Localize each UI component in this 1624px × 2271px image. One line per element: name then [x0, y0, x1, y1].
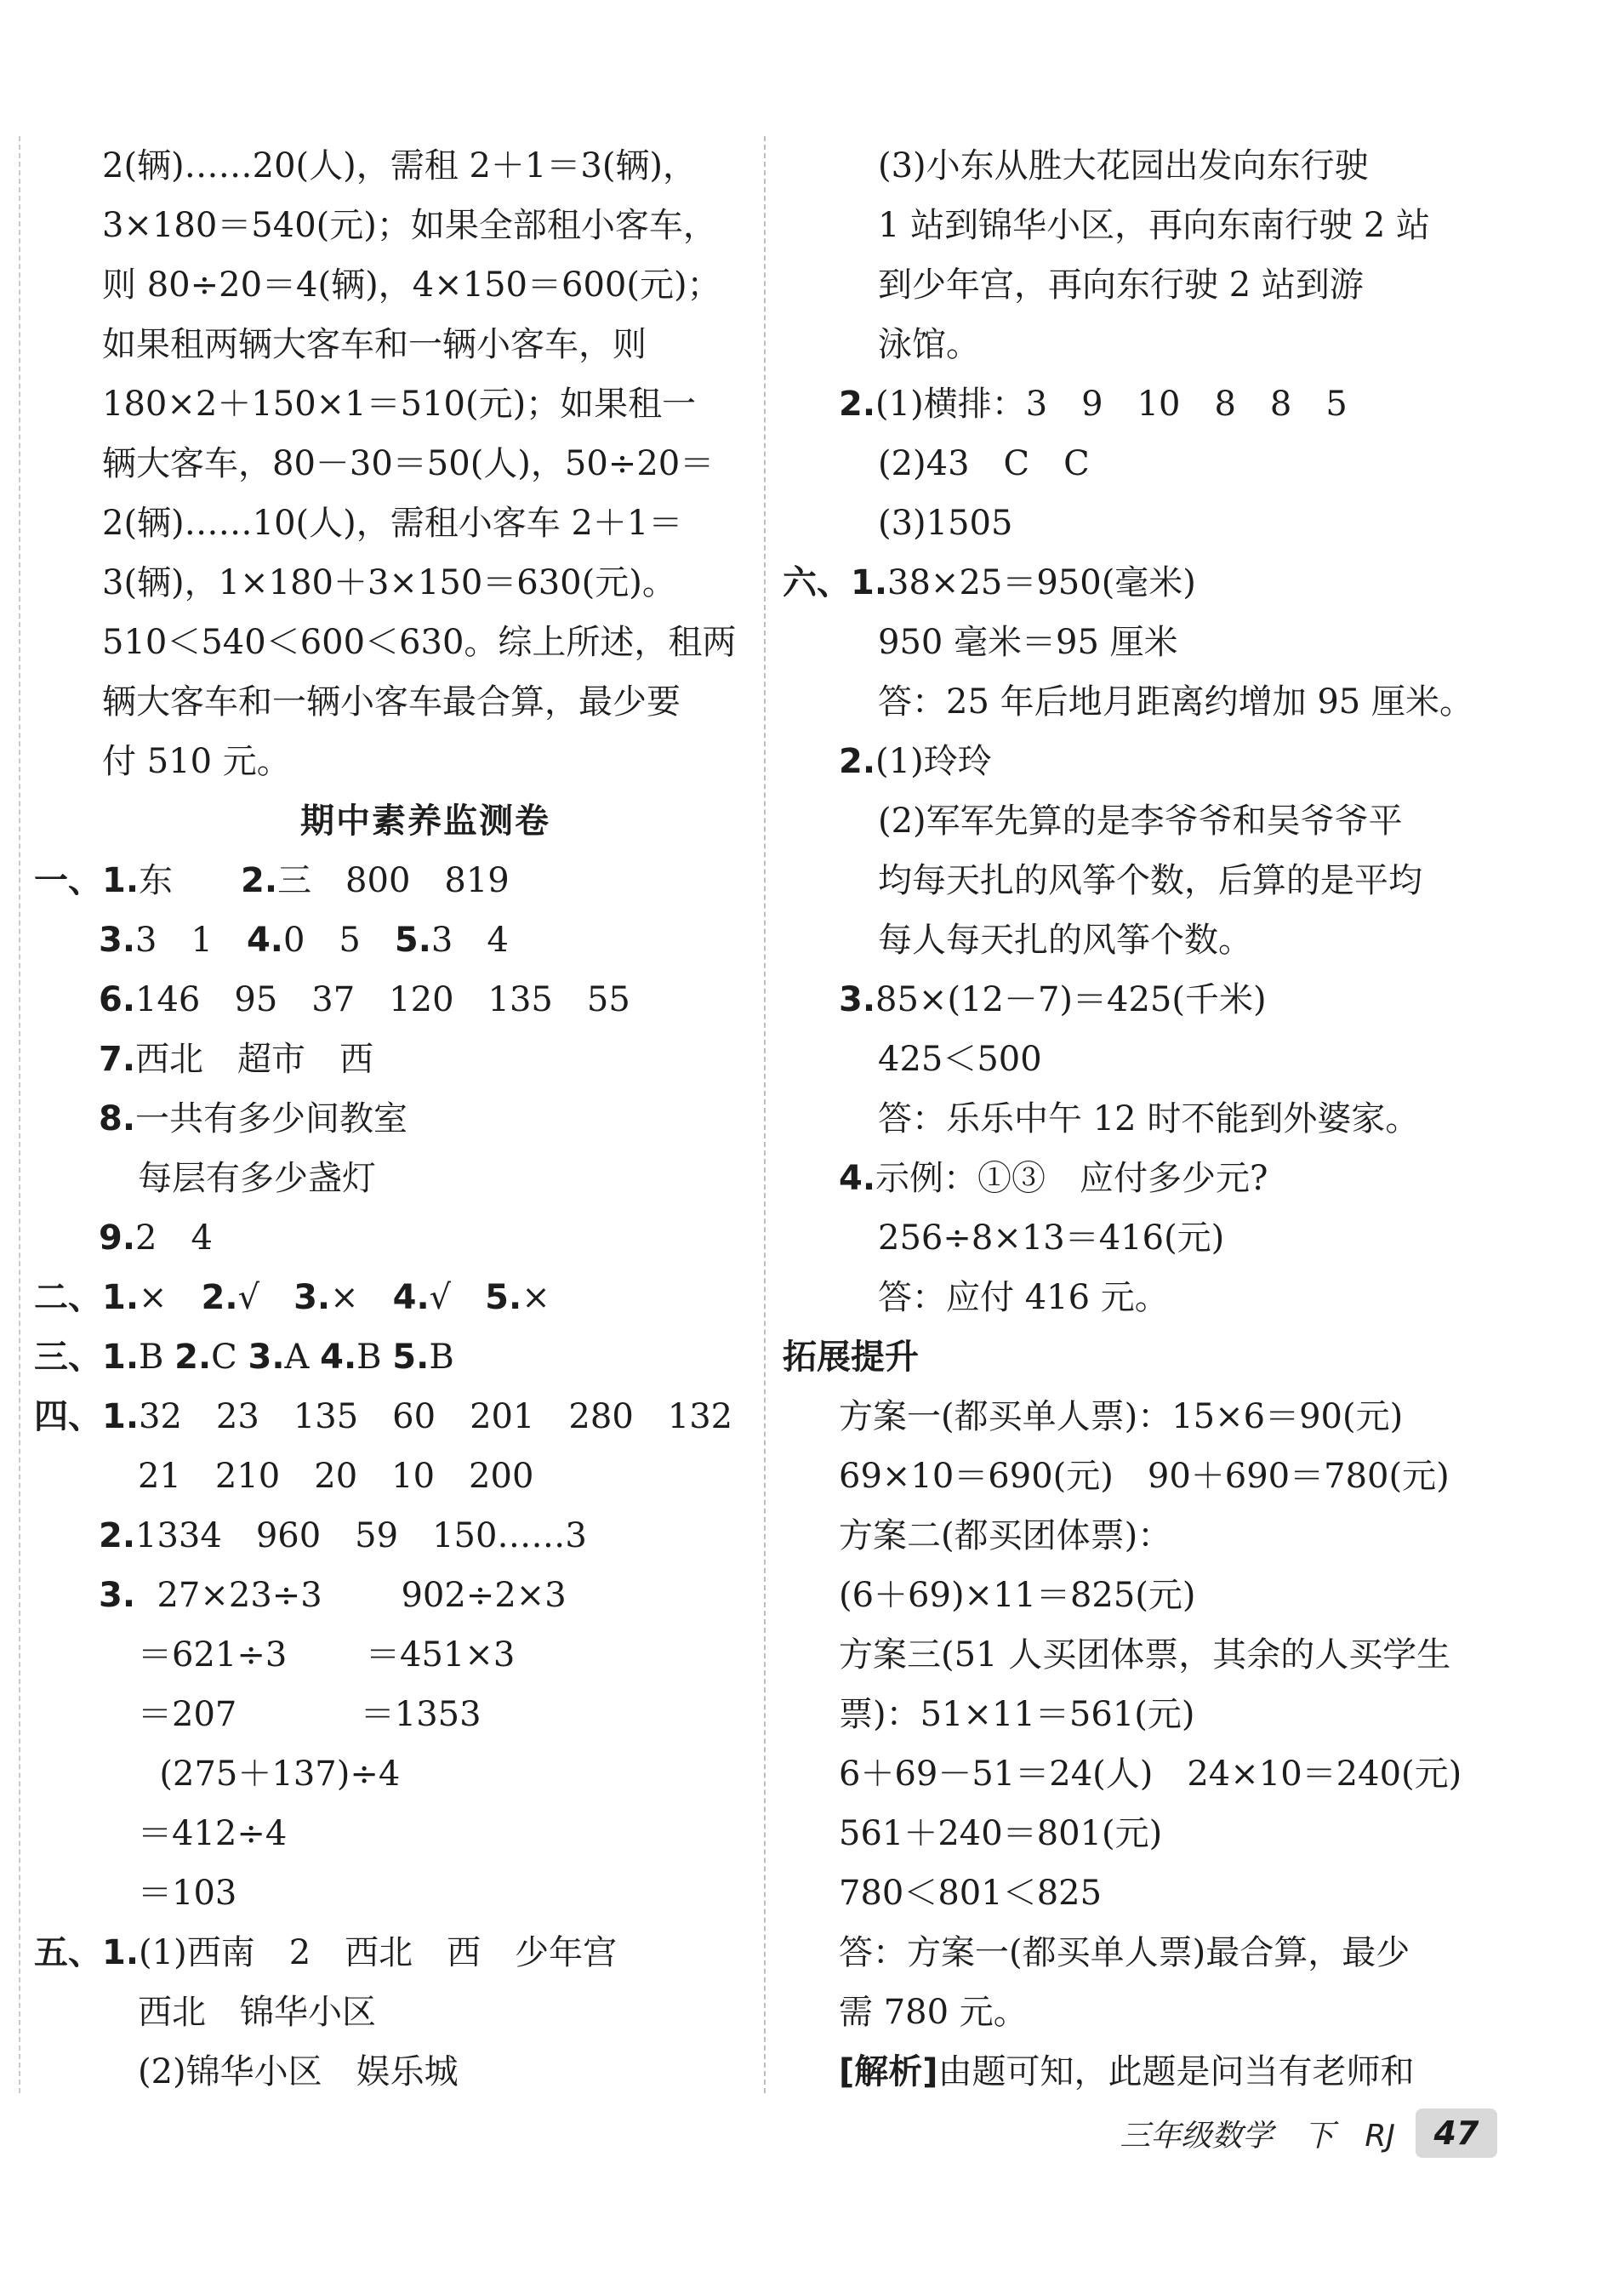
question-number: 三、1. [34, 1338, 140, 1377]
question-number: 5. [392, 1338, 430, 1377]
text-line: 510＜540＜600＜630。综上所述，租两 [102, 623, 737, 662]
text-line: 付 510 元。 [102, 742, 291, 781]
q5-line-1 [34, 1923, 749, 1983]
q6-line: 答：25 年后地月距离约增加 95 厘米。 [878, 682, 1473, 722]
text-line: 2(辆)……10(人)，需租小客车 2＋1＝ [102, 504, 683, 543]
extend-line: 方案二(都买团体票)： [839, 1516, 1172, 1555]
q5-line-2: 西北 锦华小区 [138, 1993, 376, 2032]
q4-line-3 [34, 1506, 749, 1566]
extend-line: 69×10＝690(元) 90＋690＝780(元) [839, 1457, 1450, 1496]
q6-4-line: 答：应付 416 元。 [878, 1278, 1169, 1317]
analysis-label: [解析] [839, 2052, 938, 2091]
q1-line-4 [34, 1030, 749, 1089]
answer-text: × [330, 1278, 393, 1317]
answer-text: × [521, 1278, 550, 1317]
question-number: 7. [99, 1040, 136, 1079]
answer-text: 32 23 135 60 201 280 132 [139, 1397, 733, 1436]
page-number: 47 [1416, 2108, 1497, 2158]
q6-line-1 [783, 553, 1497, 613]
question-number: 4. [246, 921, 283, 960]
q6-3-line-1 [783, 970, 1497, 1030]
question-number: 5. [485, 1278, 522, 1317]
extend-line: 方案一(都买单人票)：15×6＝90(元) [839, 1397, 1404, 1436]
question-number: 2. [201, 1278, 238, 1317]
answer-text: 85×(12－7)＝425(千米) [875, 980, 1267, 1019]
analysis-line [783, 2042, 1497, 2102]
q4-line-2: 21 210 20 10 200 [138, 1457, 534, 1496]
q1-line-2 [34, 910, 749, 970]
text-line: (3)小东从胜大花园出发向东行驶 [878, 146, 1369, 185]
q4-calc-line: (275＋137)÷4 [138, 1755, 401, 1794]
question-number: 一、1. [34, 861, 140, 900]
q6-3-line: 答：乐乐中午 12 时不能到外婆家。 [878, 1099, 1420, 1138]
text-line: 泳馆。 [878, 325, 980, 364]
answer-text: 示例：①③ 应付多少元? [875, 1159, 1268, 1198]
q6-3-line: 425＜500 [878, 1040, 1042, 1079]
extend-line: 答：方案一(都买单人票)最合算，最少 [839, 1933, 1410, 1972]
text-line: 辆大客车和一辆小客车最合算，最少要 [102, 682, 681, 722]
q1-line-5 [34, 1089, 749, 1149]
extend-line: 561＋240＝801(元) [839, 1814, 1163, 1853]
q6-line: 950 毫米＝95 厘米 [878, 623, 1178, 662]
q5-line-3: (2)锦华小区 娱乐城 [138, 2052, 459, 2091]
text-line: 3×180＝540(元)；如果全部租小客车， [102, 206, 717, 245]
question-number: 5. [394, 921, 431, 960]
question-number: 五、1. [34, 1933, 140, 1972]
q6-2-line: (2)军军先算的是李爷爷和吴爷爷平 [878, 802, 1403, 841]
extend-line: 780＜801＜825 [839, 1874, 1103, 1913]
answer-text: 0 5 [282, 921, 361, 960]
q4-calc-line: ＝207 ＝1353 [138, 1695, 482, 1734]
text-line: 如果租两辆大客车和一辆小客车，则 [102, 325, 647, 364]
question-number: 9. [99, 1218, 136, 1258]
q2-line [34, 1268, 749, 1327]
question-number: 3. [248, 1338, 285, 1377]
question-number: 2. [839, 742, 876, 781]
question-number: 4. [839, 1159, 876, 1198]
q4-calc-line: ＝103 [138, 1874, 237, 1913]
answer-text: 西北 超市 西 [135, 1040, 374, 1079]
answer-text: B [429, 1338, 454, 1377]
extend-line: 票)：51×11＝561(元) [839, 1695, 1195, 1734]
extend-line: 需 780 元。 [839, 1993, 1028, 2032]
question-number: 3. [99, 921, 136, 960]
page-footer [1055, 2103, 1497, 2163]
answer-text: (1)玲玲 [875, 742, 992, 781]
answer-text: 3 4 [430, 921, 509, 960]
r-q2-line: (2)43 C C [878, 444, 1090, 483]
answer-text: 一共有多少间教室 [135, 1099, 408, 1138]
column-divider [764, 136, 766, 2093]
question-number: 4. [320, 1338, 357, 1377]
answer-text: A [284, 1338, 321, 1377]
q4-calc-line: ＝621÷3 ＝451×3 [138, 1635, 516, 1675]
text-line: 180×2＋150×1＝510(元)；如果租一 [102, 385, 697, 424]
section-title: 期中素养监测卷 [300, 802, 550, 841]
extend-line: 方案三(51 人买团体票，其余的人买学生 [839, 1635, 1451, 1675]
text-line: 1 站到锦华小区，再向东南行驶 2 站 [878, 206, 1431, 245]
r-q2-line: (3)1505 [878, 504, 1013, 543]
question-number: 4. [392, 1278, 430, 1317]
q4-line-1 [34, 1387, 749, 1446]
q6-4-line: 256÷8×13＝416(元) [878, 1218, 1225, 1258]
r-q2-line-1 [783, 374, 1497, 434]
question-number: 2. [241, 861, 278, 900]
q1-line-1 [34, 851, 749, 910]
text-line: 2(辆)……20(人)，需租 2＋1＝3(辆)， [102, 146, 698, 185]
answer-text: (1)横排：3 9 10 8 8 5 [875, 385, 1348, 424]
answer-text: √ [237, 1278, 294, 1317]
text-line: 到少年宫，再向东行驶 2 站到游 [878, 265, 1364, 305]
answer-text: 27×23÷3 902÷2×3 [135, 1576, 567, 1615]
question-number: 四、1. [34, 1397, 140, 1436]
q1-line-7 [34, 1208, 749, 1268]
q1-line-6: 每层有多少盏灯 [138, 1159, 376, 1198]
question-number: 3. [293, 1278, 331, 1317]
answer-text: √ [429, 1278, 486, 1317]
answer-text: × [139, 1278, 202, 1317]
right-column [783, 136, 1497, 2102]
question-number: 2. [99, 1516, 136, 1555]
q1-line-3 [34, 970, 749, 1030]
q4-calc-line: ＝412÷4 [138, 1814, 288, 1853]
text-line: 则 80÷20＝4(辆)，4×150＝600(元)； [102, 265, 721, 305]
q3-line [34, 1327, 749, 1387]
answer-text: 146 95 37 120 135 55 [135, 980, 630, 1019]
left-margin-rule [19, 136, 20, 2093]
extend-line: 6＋69－51＝24(人) 24×10＝240(元) [839, 1755, 1462, 1794]
extend-heading: 拓展提升 [783, 1338, 919, 1377]
q6-2-line-1 [783, 732, 1497, 791]
question-number: 6. [99, 980, 136, 1019]
question-number: 3. [99, 1576, 136, 1615]
answer-text: B [356, 1338, 393, 1377]
q6-4-line-1 [783, 1149, 1497, 1208]
answer-text: B [139, 1338, 175, 1377]
question-number: 8. [99, 1099, 136, 1138]
extend-line: (6＋69)×11＝825(元) [839, 1576, 1196, 1615]
question-number: 二、1. [34, 1278, 140, 1317]
analysis-text: 由题可知，此题是问当有老师和 [937, 2052, 1415, 2091]
answer-text: (1)西南 2 西北 西 少年宫 [139, 1933, 618, 1972]
answer-text: 三 800 819 [277, 861, 510, 900]
left-column [34, 136, 749, 2102]
answer-text: C [211, 1338, 248, 1377]
answer-text: 3 1 [135, 921, 213, 960]
footer-book-label: 三年级数学 下 RJ [1120, 2118, 1395, 2154]
question-number: 六、1. [783, 563, 888, 602]
question-number: 2. [174, 1338, 212, 1377]
answer-text: 38×25＝950(毫米) [887, 563, 1196, 602]
answer-text: 1334 960 59 150……3 [135, 1516, 587, 1555]
text-line: 3(辆)，1×180＋3×150＝630(元)。 [102, 563, 676, 602]
q6-2-line: 每人每天扎的风筝个数。 [878, 921, 1252, 960]
question-number: 2. [839, 385, 876, 424]
q4-calc-line [34, 1566, 749, 1625]
q6-2-line: 均每天扎的风筝个数，后算的是平均 [878, 861, 1422, 900]
answer-text: 2 4 [135, 1218, 213, 1258]
text-line: 辆大客车，80－30＝50(人)，50÷20＝ [102, 444, 715, 483]
answer-text: 东 [139, 861, 174, 900]
question-number: 3. [839, 980, 876, 1019]
